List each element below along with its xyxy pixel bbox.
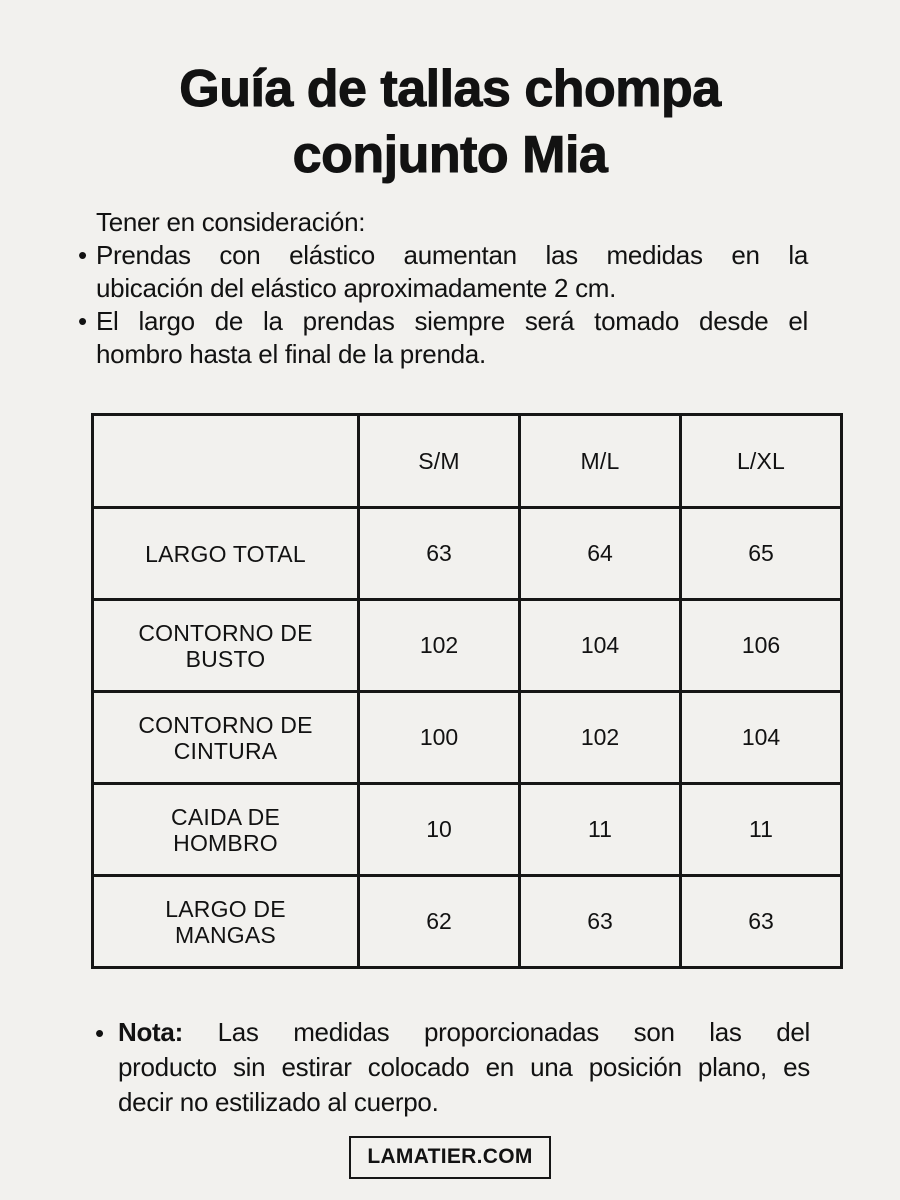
table-cell: 11 xyxy=(520,784,681,876)
brand-text: LAMATIER.COM xyxy=(367,1145,533,1168)
page-title xyxy=(0,56,900,188)
table-row-largo-mangas xyxy=(93,876,842,968)
brand-badge xyxy=(349,1136,550,1179)
row-label: LARGO TOTAL xyxy=(93,508,359,600)
note-section xyxy=(95,1015,810,1120)
bullet1-line1: Prendas con elástico aumentan las medidas en la xyxy=(96,240,808,270)
note-line1-text: Las medidas proporcionadas son las del xyxy=(217,1017,810,1047)
table-cell: 63 xyxy=(681,876,842,968)
bullet-icon: • xyxy=(78,240,87,270)
table-cell: 63 xyxy=(359,508,520,600)
considerations-list xyxy=(78,239,808,371)
note-line2: producto sin estirar colocado en una posición plano, es xyxy=(118,1052,810,1082)
table-row-largo-total xyxy=(93,508,842,600)
bullet2-line2: hombro hasta el final de la prenda. xyxy=(96,339,486,369)
header-size-lxl: L/XL xyxy=(681,415,842,508)
considerations-heading: Tener en consideración: xyxy=(96,207,366,237)
table-cell: 100 xyxy=(359,692,520,784)
table-cell: 102 xyxy=(359,600,520,692)
note-label: Nota: xyxy=(118,1017,183,1047)
table-cell: 64 xyxy=(520,508,681,600)
table-cell: 65 xyxy=(681,508,842,600)
table-cell: 102 xyxy=(520,692,681,784)
page-title-line1: Guía de tallas chompa xyxy=(179,60,721,118)
row-label: CONTORNO DE BUSTO xyxy=(93,600,359,692)
row-label: LARGO DE MANGAS xyxy=(93,876,359,968)
size-guide-table xyxy=(91,413,843,969)
header-size-ml: M/L xyxy=(520,415,681,508)
table-cell: 106 xyxy=(681,600,842,692)
footer xyxy=(0,1136,900,1179)
table-row-caida-hombro xyxy=(93,784,842,876)
row-label: CONTORNO DE CINTURA xyxy=(93,692,359,784)
table-cell: 63 xyxy=(520,876,681,968)
bullet-icon: • xyxy=(95,1018,104,1048)
bullet1-line2: ubicación del elástico aproximadamente 2 cm. xyxy=(96,273,617,303)
table-cell: 10 xyxy=(359,784,520,876)
table-cell: 104 xyxy=(681,692,842,784)
page-title-line2: conjunto Mia xyxy=(292,126,608,184)
table-header-row xyxy=(93,415,842,508)
note-line3: decir no estilizado al cuerpo. xyxy=(118,1087,439,1117)
bullet2-line1: El largo de la prendas siempre será tomado desde el xyxy=(96,306,808,336)
bullet-icon: • xyxy=(78,306,87,336)
table-row-contorno-busto xyxy=(93,600,842,692)
table-cell: 11 xyxy=(681,784,842,876)
note-line1 xyxy=(118,1015,810,1050)
list-item xyxy=(78,305,808,371)
header-empty-cell xyxy=(93,415,359,508)
table-cell: 62 xyxy=(359,876,520,968)
table-row-contorno-cintura xyxy=(93,692,842,784)
list-item xyxy=(78,239,808,305)
row-label: CAIDA DE HOMBRO xyxy=(93,784,359,876)
considerations-section xyxy=(78,206,808,371)
table-cell: 104 xyxy=(520,600,681,692)
header-size-sm: S/M xyxy=(359,415,520,508)
